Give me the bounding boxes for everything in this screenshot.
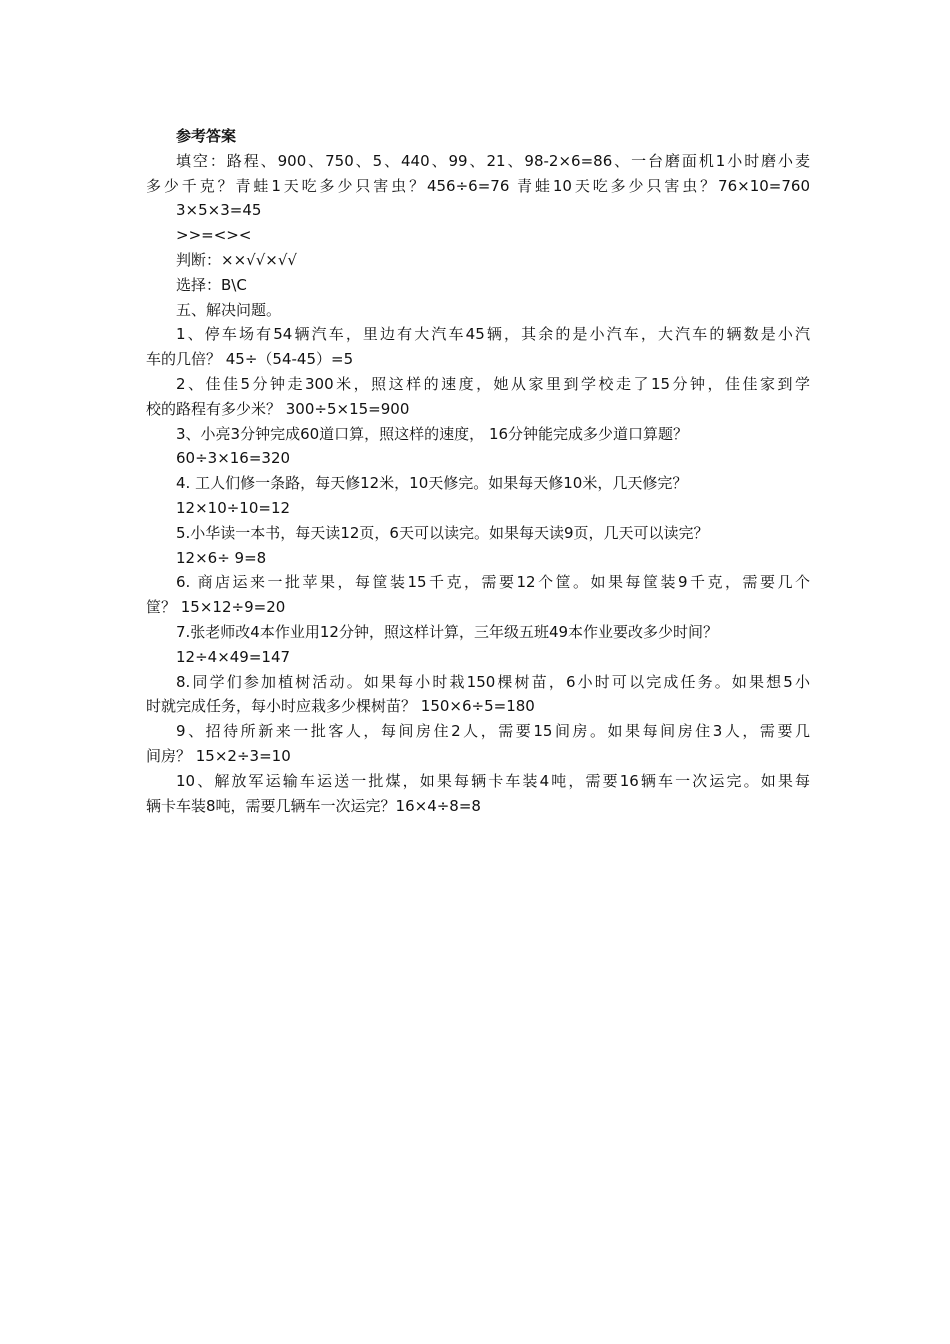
text-line: 12×6÷ 9=8 xyxy=(176,548,267,567)
text-line: >>=<>< xyxy=(176,226,252,245)
text-line: 7.张老师改4本作业用12分钟，照这样计算，三年级五班49本作业要改多少时间？ xyxy=(176,622,719,641)
text-line: 选择：B\C xyxy=(176,275,247,294)
text-line: 间房？ 15×2÷3=10 xyxy=(146,746,291,765)
text-line: 多少千克？青蛙1天吃多少只害虫？456÷6=76 青蛙10天吃多少只害虫？76×10=760 xyxy=(146,176,810,195)
text-line: 6. 商店运来一批苹果，每筐装15千克，需要12个筐。如果每筐装9千克，需要几个 xyxy=(176,573,810,592)
text-line: 五、解决问题。 xyxy=(176,300,282,319)
text-line: 3×5×3=45 xyxy=(176,201,262,220)
text-line: 2、佳佳5分钟走300米，照这样的速度，她从家里到学校走了15分钟，佳佳家到学 xyxy=(176,374,810,393)
text-line: 校的路程有多少米？ 300÷5×15=900 xyxy=(146,399,410,418)
text-line: 时就完成任务，每小时应栽多少棵树苗？ 150×6÷5=180 xyxy=(146,697,535,716)
text-line: 筐？ 15×12÷9=20 xyxy=(146,598,286,617)
text-line: 10、解放军运输车运送一批煤，如果每辆卡车装4吨，需要16辆车一次运完。如果每 xyxy=(176,771,810,790)
text-line: 5.小华读一本书，每天读12页，6天可以读完。如果每天读9页，几天可以读完？ xyxy=(176,523,709,542)
text-line: 4. 工人们修一条路，每天修12米，10天修完。如果每天修10米，几天修完？ xyxy=(176,474,688,493)
text-line: 8.同学们参加植树活动。如果每小时栽150棵树苗，6小时可以完成任务。如果想5小 xyxy=(176,672,810,691)
text-line: 判断：××√√×√√ xyxy=(176,250,297,269)
text-line: 辆卡车装8吨，需要几辆车一次运完？16×4÷8=8 xyxy=(146,796,481,815)
text-line: 12×10÷10=12 xyxy=(176,498,291,517)
text-line: 12÷4×49=147 xyxy=(176,647,291,666)
text-line: 1、停车场有54辆汽车，里边有大汽车45辆，其余的是小汽车，大汽车的辆数是小汽 xyxy=(176,325,810,344)
answer-document xyxy=(146,124,810,818)
text-line: 填空：路程、900、750、5、440、99、21、98-2×6=86、一台磨面机1小时磨小麦 xyxy=(176,151,810,170)
text-line: 3、小亮3分钟完成60道口算，照这样的速度， 16分钟能完成多少道口算题？ xyxy=(176,424,689,443)
text-line: 车的几倍？ 45÷（54-45）=5 xyxy=(146,350,354,369)
text-line: 60÷3×16=320 xyxy=(176,449,291,468)
document-title: 参考答案 xyxy=(176,127,237,145)
text-line: 9、招待所新来一批客人，每间房住2人，需要15间房。如果每间房住3人，需要几 xyxy=(176,722,810,741)
